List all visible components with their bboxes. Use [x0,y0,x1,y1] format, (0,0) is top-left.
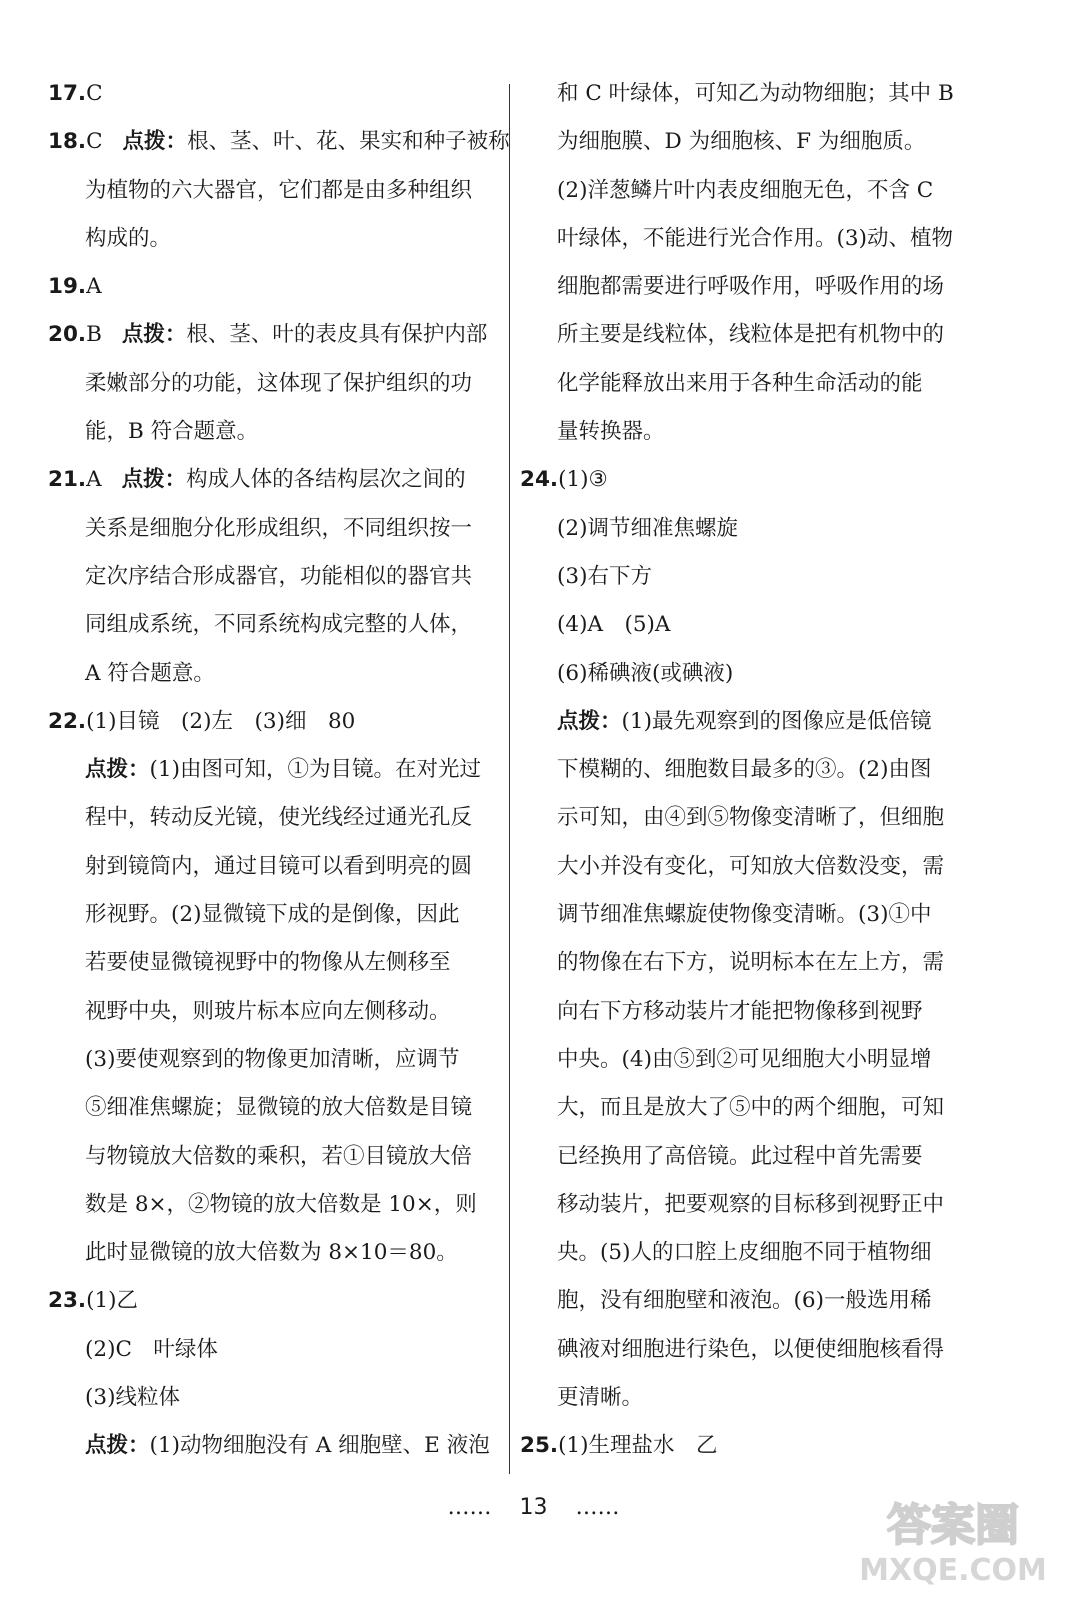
answer-text: 与物镜放大倍数的乘积，若①目镜放大倍 [85,1143,473,1169]
answer-text: (2)洋葱鳞片叶内表皮细胞无色，不含 C [557,177,934,203]
hint-label: 点拨： [121,322,187,348]
text-line [48,939,498,987]
watermark-logo [853,1490,1053,1590]
text-line [520,1374,995,1422]
answer-text: (2)调节细准焦螺旋 [557,515,738,541]
answer-text: A 符合题意。 [85,660,215,686]
question-number: 17. [48,81,87,106]
right-column [520,70,995,1471]
hint-label: 点拨： [85,757,150,783]
text-line [520,167,995,215]
svg-text:MXQE.COM: MXQE.COM [859,1553,1047,1588]
answer-text: (1)生理盐水 乙 [558,1433,718,1459]
text-line [520,456,995,504]
answer-text: 更清晰。 [557,1385,644,1411]
text-line [520,408,995,456]
answer-text: 和 C 叶绿体，可知乙为动物细胞；其中 B [557,81,954,106]
answer-text: 所主要是线粒体，线粒体是把有机物中的 [557,322,945,348]
footer-dots-left: …… [447,1495,492,1520]
answer-text: 中央。(4)由⑤到②可见细胞大小明显增 [557,1046,932,1072]
text-line [520,1036,995,1084]
text-line [520,553,995,601]
text-line [48,891,498,939]
answer-text: C [86,81,103,106]
answer-text: 若要使显微镜视野中的物像从左侧移至 [85,950,451,976]
text-line [48,553,498,601]
text-line [520,988,995,1036]
answer-text: 视野中央，则玻片标本应向左侧移动。 [85,998,451,1024]
column-divider [509,84,510,1474]
answer-text: 的物像在右下方，说明标本在左上方，需 [557,950,945,976]
text-line [48,215,498,263]
text-line [48,794,498,842]
text-line [48,843,498,891]
answer-text: ⑤细准焦螺旋；显微镜的放大倍数是目镜 [85,1095,473,1121]
answer-text: 已经换用了高倍镜。此过程中首先需要 [557,1143,923,1169]
text-line [48,311,498,359]
answer-text: 示可知，由④到⑤物像变清晰了，但细胞 [557,805,945,831]
answer-text: (3)线粒体 [85,1385,180,1411]
text-line [520,118,995,166]
text-line [48,988,498,1036]
hint-text: (1)动物细胞没有 A 细胞壁、E 液泡 [149,1433,490,1459]
answer-text: 关系是细胞分化形成组织，不同组织按一 [85,515,473,541]
question-number: 19. [48,274,87,300]
text-line [48,1326,498,1374]
answer-text: (1)目镜 (2)左 (3)细 80 [86,708,356,734]
answer-text: 大，而且是放大了⑤中的两个细胞，可知 [557,1095,945,1121]
answer-text: 定次序结合形成器官，功能相似的器官共 [85,563,473,589]
text-line [520,1181,995,1229]
answer-text: 碘液对细胞进行染色，以便使细胞核看得 [557,1336,945,1362]
answer-text: 程中，转动反光镜，使光线经过通光孔反 [85,805,473,831]
question-number: 24. [520,467,559,493]
text-line [520,263,995,311]
answer-text: B [86,322,102,348]
text-line [520,311,995,359]
answer-text: C [86,129,103,155]
text-line [48,650,498,698]
question-number: 23. [48,1288,87,1314]
text-line [520,939,995,987]
hint-text: 根、茎、叶、花、果实和种子被称 [187,129,510,155]
text-line [520,746,995,794]
text-line [48,505,498,553]
left-column [48,70,510,1471]
text-line [48,746,498,794]
text-line [520,1229,995,1277]
hint-label: 点拨： [557,708,622,734]
question-number: 21. [48,467,87,493]
text-line [520,215,995,263]
question-number: 18. [48,129,87,155]
answer-text: 同组成系统，不同系统构成完整的人体， [85,612,473,638]
text-line [48,456,498,504]
answer-text: (1)乙 [86,1288,139,1314]
answer-text: 胞，没有细胞壁和液泡。(6)一般选用稀 [557,1288,932,1314]
text-line [48,1277,498,1325]
text-line [520,1133,995,1181]
answer-text: 调节细准焦螺旋使物像变清晰。(3)①中 [557,902,932,928]
text-line [520,601,995,649]
answer-text: (4)A (5)A [557,612,671,638]
question-number: 25. [520,1433,559,1459]
footer-dots-right: …… [575,1495,620,1520]
answer-text: 向右下方移动装片才能把物像移到视野 [557,998,923,1024]
answer-text: 形视野。(2)显微镜下成的是倒像，因此 [85,902,460,928]
text-line [520,891,995,939]
hint-label: 点拨： [121,467,187,493]
hint-text: 构成人体的各结构层次之间的 [186,467,466,493]
text-line [520,360,995,408]
text-line [48,360,498,408]
question-number: 20. [48,322,87,348]
text-line [48,1084,498,1132]
answer-text: 为细胞膜、D 为细胞核、F 为细胞质。 [557,129,926,155]
answer-text: A [86,274,102,300]
answer-text: 大小并没有变化，可知放大倍数没变，需 [557,853,945,879]
text-line [520,698,995,746]
answer-text: (6)稀碘液(或碘液) [557,660,734,686]
text-line [48,1229,498,1277]
answer-text: A [86,467,102,493]
answer-text: (3)要使观察到的物像更加清晰，应调节 [85,1046,460,1072]
text-line [48,1181,498,1229]
text-line [520,1277,995,1325]
hint-text: 根、茎、叶的表皮具有保护内部 [186,322,488,348]
svg-text:答案圈: 答案圈 [887,1500,1019,1551]
answer-text: 央。(5)人的口腔上皮细胞不同于植物细 [557,1240,932,1266]
answer-text: (2)C 叶绿体 [85,1336,218,1362]
hint-text: (1)最先观察到的图像应是低倍镜 [621,708,932,734]
text-line [520,1422,995,1470]
answer-text: 射到镜筒内，通过目镜可以看到明亮的圆 [85,853,473,879]
text-line [48,1374,498,1422]
text-line [520,794,995,842]
answer-text: 化学能释放出来用于各种生命活动的能 [557,370,923,396]
text-line [520,70,995,118]
answer-text: (1)③ [558,467,608,493]
text-line [48,601,498,649]
answer-text: 量转换器。 [557,419,665,445]
text-line [48,167,498,215]
answer-text: 下模糊的、细胞数目最多的③。(2)由图 [557,757,932,783]
page-number: 13 [519,1495,548,1520]
answer-text: 为植物的六大器官，它们都是由多种组织 [85,177,473,203]
text-line [520,1326,995,1374]
answer-text: 此时显微镜的放大倍数为 8×10＝80。 [85,1240,458,1266]
text-line [48,118,510,166]
text-line [48,1133,498,1181]
hint-label: 点拨： [85,1433,150,1459]
answer-text: 数是 8×，②物镜的放大倍数是 10×，则 [85,1191,477,1217]
answer-text: 柔嫩部分的功能，这体现了保护组织的功 [85,370,473,396]
question-number: 22. [48,708,87,734]
text-line [520,650,995,698]
text-line [48,1422,498,1470]
hint-label: 点拨： [122,129,188,155]
answer-text: 构成的。 [85,225,172,251]
text-line [48,70,498,118]
text-line [520,505,995,553]
answer-text: (3)右下方 [557,563,652,589]
text-line [48,408,498,456]
answer-text: 能，B 符合题意。 [85,419,259,445]
text-line [48,263,498,311]
text-line [520,843,995,891]
answer-text: 移动装片，把要观察的目标移到视野正中 [557,1191,945,1217]
answer-text: 叶绿体，不能进行光合作用。(3)动、植物 [557,225,953,251]
answer-text: 细胞都需要进行呼吸作用，呼吸作用的场 [557,274,945,300]
hint-text: (1)由图可知，①为目镜。在对光过 [149,757,481,783]
text-line [48,1036,498,1084]
text-line [520,1084,995,1132]
text-line [48,698,498,746]
